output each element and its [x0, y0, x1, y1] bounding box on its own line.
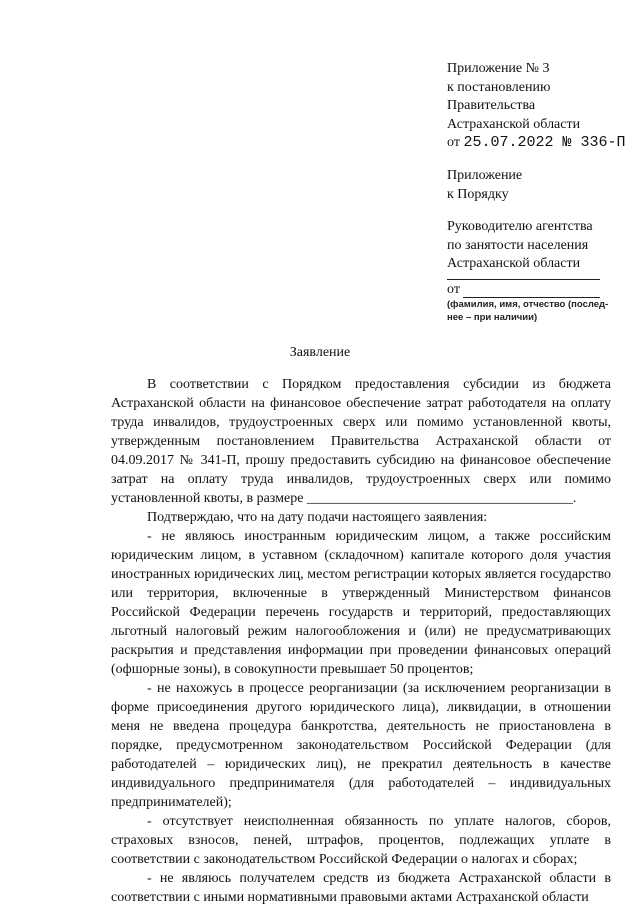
- from-label: от: [447, 282, 460, 297]
- appendix2-line: Приложение: [447, 168, 523, 183]
- appendix-date-line: [447, 134, 625, 153]
- addressee-line: по занятости населения: [447, 237, 589, 253]
- addressee-line: Руководителю агентства: [447, 219, 593, 234]
- appendix-line: Правительства: [447, 98, 536, 114]
- paragraph: - не являюсь иностранным юридическим лицом, а также российским юридическим лицом, в уставном (складочном) капитале которого доля участия иностранных юридических лиц, местом регистрации которых является государство или территория, включенные в утвержденный Министерством финансов Российской Федерации перечень государств и территорий, предоставляющих льготный налоговый режим налогообложения и (или) не предусматривающих раскрытия и представления информации при проведении финансовых операций (офшорные зоны), в совокупности превышает 50 процентов;: [111, 529, 611, 677]
- name-hint: [447, 298, 608, 324]
- appendix2-block: [447, 167, 522, 204]
- paragraph: Подтверждаю, что на дату подачи настоящего заявления:: [147, 510, 488, 525]
- signature-line: [447, 279, 600, 280]
- paragraph: - не нахожусь в процессе реорганизации (за исключением реорганизации в форме присоединения другого юридического лица), ликвидации, в отношении меня не введена процедура банкротства, деятельность не приостановлена в порядке, предусмотренном законодательством Российской Федерации (для работодателей – юридических лиц), не прекратил деятельность в качестве индивидуального предпринимателя (для работодателей – индивидуальных предпринимателей);: [111, 681, 611, 810]
- paragraph: - отсутствует неисполненная обязанность по уплате налогов, сборов, страховых взносов, пеней, штрафов, процентов, подлежащих уплате в соответствии с законодательством Российской Федерации о налогах и сборах;: [111, 814, 611, 867]
- paragraph: В соответствии с Порядком предоставления субсидии из бюджета Астраханской области на финансовое обеспечение затрат работодателя на оплату труда инвалидов, трудоустроенных сверх или помимо установленной квоты, утвержденным постановлением Правительства Астраханской области от 04.09.2017 № 341-П, прошу предоставить субсидию на финансовое обеспечение затрат на оплату труда инвалидов, трудоустроенных сверх или помимо установленной квоты, в размере ______________________________________.: [111, 377, 611, 506]
- hint-line: (фамилия, имя, отчество (послед-: [447, 299, 609, 310]
- paragraph: - не являюсь получателем средств из бюджета Астраханской области в соответствии с иными нормативными правовыми актами Астраханской области: [111, 871, 611, 905]
- document-body: [111, 375, 611, 907]
- appendix-line: Астраханской области: [447, 116, 581, 132]
- appendix2-line: к Порядку: [447, 186, 509, 202]
- date-number: 25.07.2022 № 336-П: [463, 134, 626, 152]
- document-title: Заявление: [289, 345, 351, 360]
- from-prefix: от: [447, 135, 460, 151]
- addressee-line: Астраханской области: [447, 256, 581, 272]
- addressee-block: [447, 218, 593, 274]
- appendix-block: [447, 60, 625, 153]
- appendix-line: Приложение № 3: [447, 61, 550, 76]
- hint-line: нее – при наличии): [447, 312, 538, 323]
- appendix-line: к постановлению: [447, 79, 551, 95]
